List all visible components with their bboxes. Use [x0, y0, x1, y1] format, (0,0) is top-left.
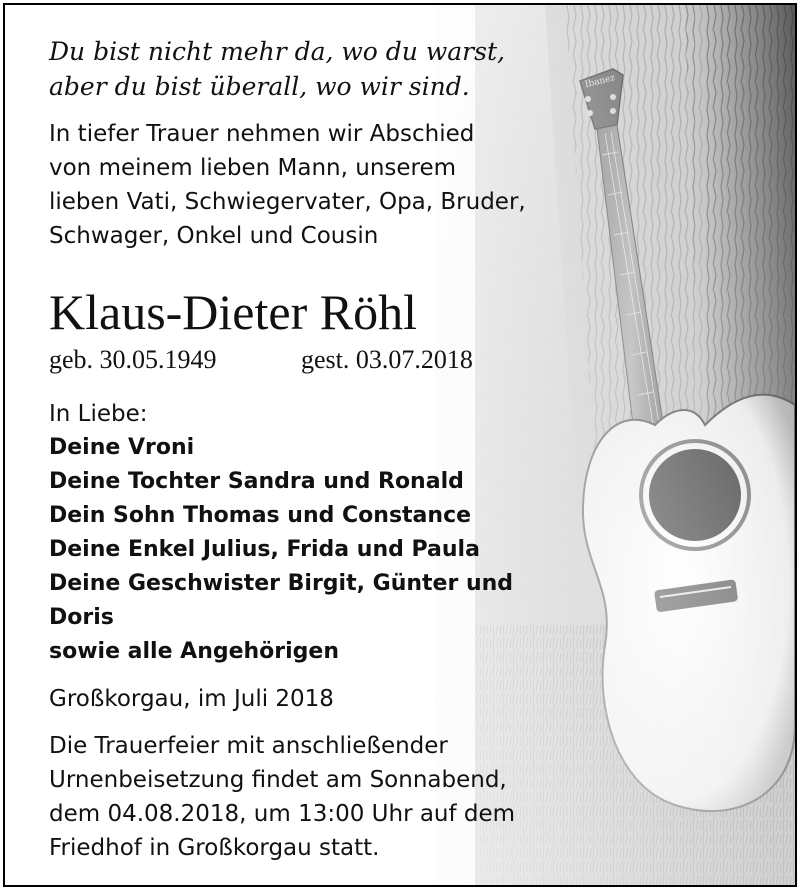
- place-date: Großkorgau, im Juli 2018: [49, 686, 334, 712]
- mourner-line: Deine Tochter Sandra und Ronald: [49, 469, 464, 494]
- mourner-line: Doris: [49, 605, 114, 630]
- service-line-2: Urnenbeisetzung findet am Sonnabend,: [49, 767, 507, 793]
- intro-line-2: von meinem lieben Mann, unserem: [49, 155, 457, 181]
- obituary-notice: [3, 3, 797, 887]
- mourner-line: Deine Vroni: [49, 435, 195, 460]
- deceased-name: Klaus-Dieter Röhl: [49, 284, 417, 340]
- mourner-line: Deine Enkel Julius, Frida und Paula: [49, 537, 480, 562]
- service-line-3: dem 04.08.2018, um 13:00 Uhr auf dem: [49, 801, 516, 827]
- mourners-heading: In Liebe:: [49, 401, 148, 427]
- intro-line-1: In tiefer Trauer nehmen wir Abschied: [49, 121, 475, 147]
- mourner-line: Deine Geschwister Birgit, Günter und: [49, 571, 514, 596]
- service-line-4: Friedhof in Großkorgau statt.: [49, 835, 380, 861]
- intro-line-4: Schwager, Onkel und Cousin: [49, 223, 379, 249]
- mourner-line: Dein Sohn Thomas und Constance: [49, 503, 472, 528]
- service-line-1: Die Trauerfeier mit anschließender: [49, 733, 448, 759]
- intro-line-3: lieben Vati, Schwiegervater, Opa, Bruder,: [49, 189, 526, 215]
- birth-date: geb. 30.05.1949: [49, 345, 217, 374]
- motto-line-1: Du bist nicht mehr da, wo du warst,: [49, 37, 505, 66]
- motto-line-2: aber du bist überall, wo wir sind.: [49, 72, 470, 101]
- death-date: gest. 03.07.2018: [301, 345, 473, 374]
- notice-text: [5, 5, 795, 885]
- mourner-line: sowie alle Angehörigen: [49, 639, 340, 664]
